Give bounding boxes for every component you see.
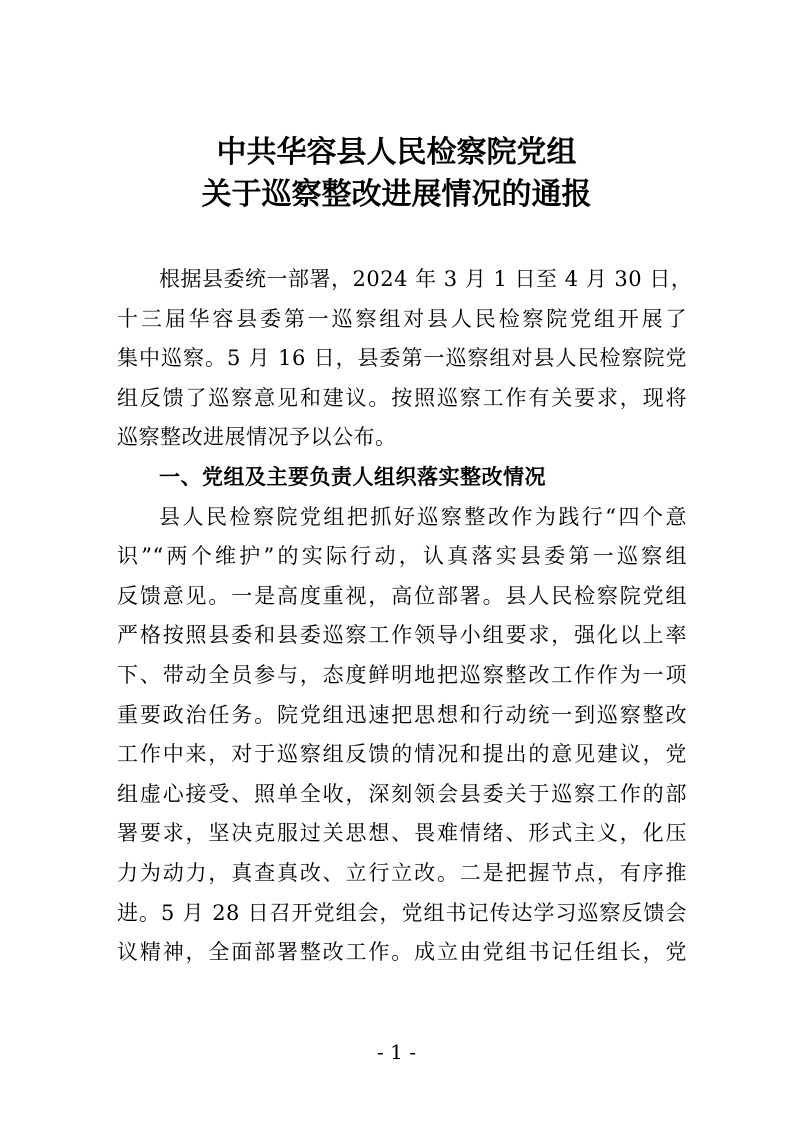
paragraph-1-line: 集中巡察。5 月 16 日，县委第一巡察组对县人民检察院党: [117, 346, 687, 371]
paragraph-2-line: 严格按照县委和县委巡察工作领导小组要求，强化以上率: [117, 623, 687, 648]
section-heading: 一、党组及主要负责人组织落实整改情况: [159, 464, 546, 489]
paragraph-2-line: 反馈意见。一是高度重视，高位部署。县人民检察院党组: [117, 583, 687, 608]
paragraph-2-line: 议精神，全面部署整改工作。成立由党组书记任组长，党: [117, 940, 687, 965]
paragraph-2-line: 下、带动全员参与，态度鲜明地把巡察整改工作作为一项: [117, 662, 687, 687]
paragraph-1-line: 巡察整改进展情况予以公布。: [117, 425, 397, 450]
paragraph-2-line: 力为动力，真查真改、立行立改。二是把握节点，有序推: [117, 860, 687, 885]
paragraph-2-line: 组虚心接受、照单全收，深刻领会县委关于巡察工作的部: [117, 781, 687, 806]
document-title-line-2: 关于巡察整改进展情况的通报: [201, 177, 592, 212]
paragraph-2-line: 识”“两个维护”的实际行动，认真落实县委第一巡察组: [117, 544, 687, 569]
paragraph-2-line: 署要求，坚决克服过关思想、畏难情绪、形式主义，化压: [117, 821, 687, 846]
paragraph-2-line: 重要政治任务。院党组迅速把思想和行动统一到巡察整改: [117, 702, 687, 727]
document-title-line-1: 中共华容县人民检察院党组: [216, 135, 577, 170]
page-number: - 1 -: [377, 1040, 416, 1064]
paragraph-1-line: 组反馈了巡察意见和建议。按照巡察工作有关要求，现将: [117, 385, 687, 410]
document-body: [117, 260, 693, 973]
paragraph-2-line: 进。5 月 28 日召开党组会，党组书记传达学习巡察反馈会: [117, 900, 687, 925]
paragraph-2-line: 工作中来，对于巡察组反馈的情况和提出的意见建议，党: [117, 742, 687, 767]
paragraph-1-line: 十三届华容县委第一巡察组对县人民检察院党组开展了: [117, 306, 687, 331]
paragraph-2-line: 县人民检察院党组把抓好巡察整改作为践行“四个意: [159, 504, 687, 529]
paragraph-1-line: 根据县委统一部署，2024 年 3 月 1 日至 4 月 30 日，: [159, 267, 693, 291]
